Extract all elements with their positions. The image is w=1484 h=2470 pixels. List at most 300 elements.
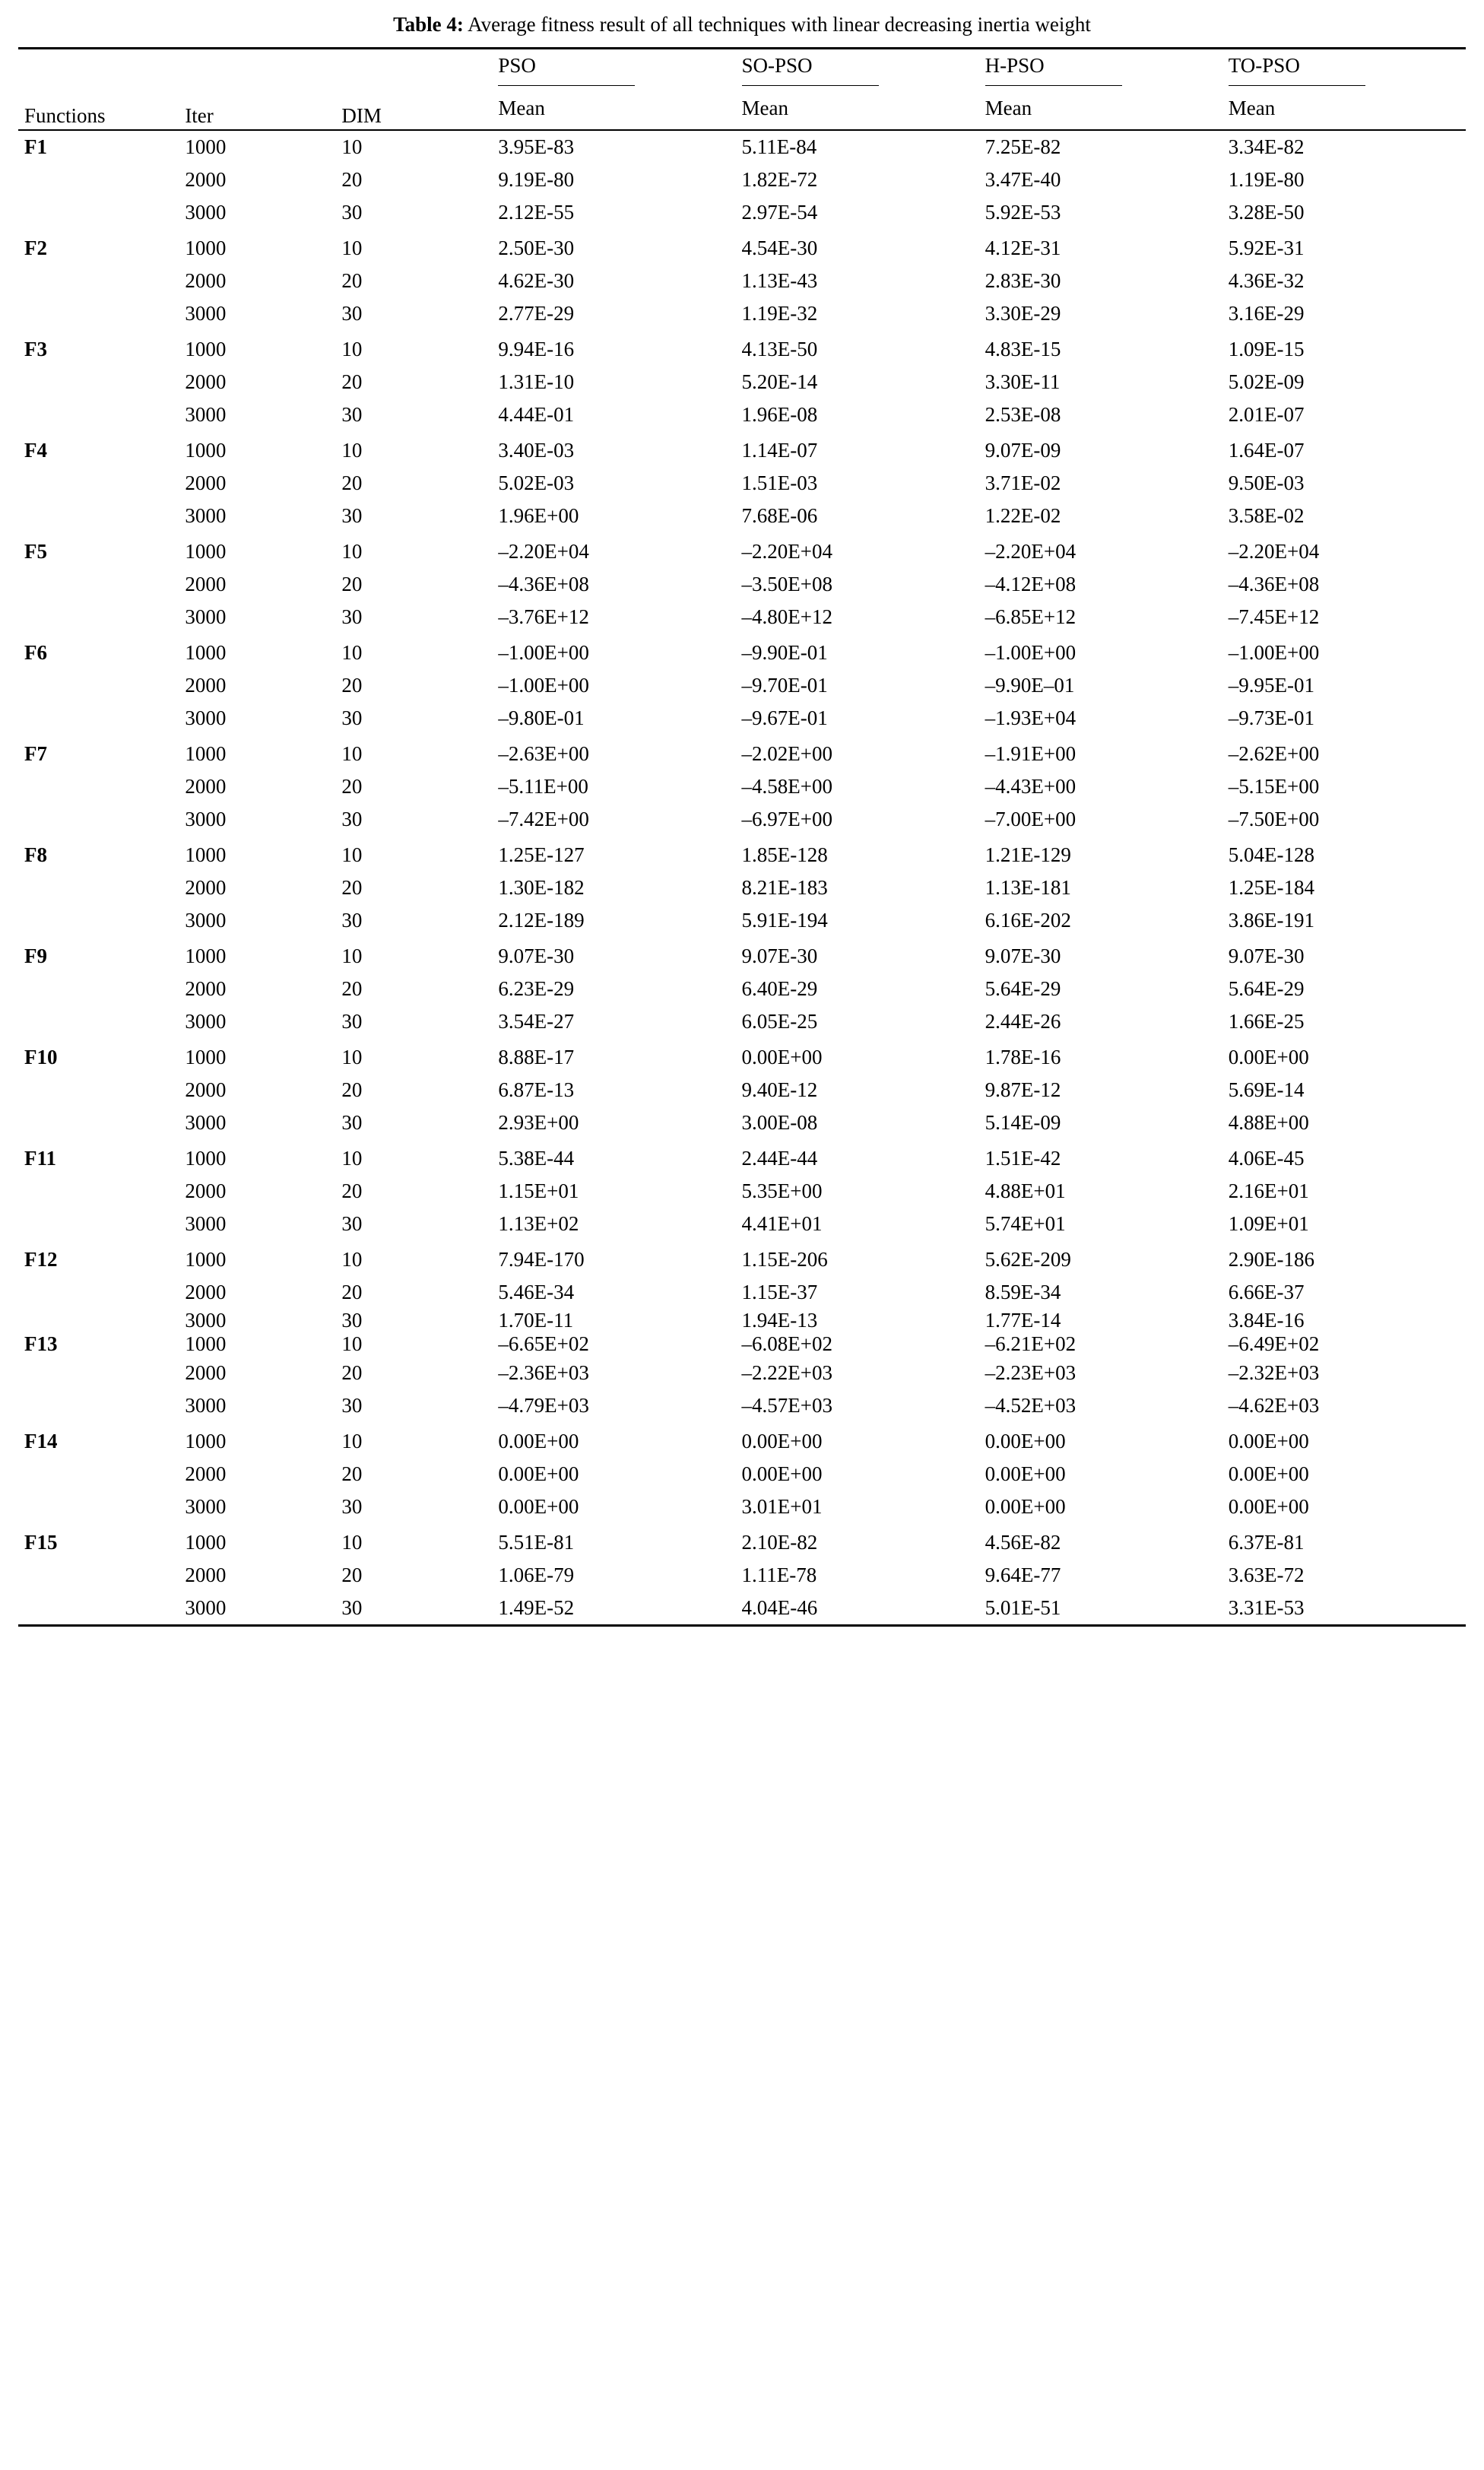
- table-row: [18, 164, 1466, 196]
- cell-h-pso-mean: 1.21E-129: [985, 843, 1071, 867]
- cell-h-pso-mean: 6.16E-202: [985, 909, 1071, 932]
- cell-iter: 1000: [185, 1429, 227, 1452]
- header-rule-so-pso: [742, 85, 879, 86]
- cell-iter: 2000: [185, 471, 227, 495]
- table-head: [18, 49, 1466, 131]
- cell-pso-mean: 2.12E-55: [498, 201, 575, 224]
- cell-h-pso-mean: –7.00E+00: [985, 808, 1077, 831]
- cell-function: [18, 568, 179, 601]
- cell-function: [18, 1491, 179, 1523]
- cell-so-pso-mean: 5.91E-194: [741, 909, 828, 932]
- cell-function: [18, 1005, 179, 1038]
- cell-iter: 1000: [185, 237, 227, 260]
- cell-pso-mean: 8.88E-17: [498, 1046, 575, 1069]
- header-rule-to-pso: [1229, 85, 1365, 86]
- header-mean-so-pso: Mean: [741, 97, 788, 120]
- cell-dim: 30: [341, 1111, 363, 1135]
- cell-h-pso-mean: –6.85E+12: [985, 605, 1077, 629]
- cell-to-pso-mean: 0.00E+00: [1228, 1462, 1309, 1485]
- table-row: [18, 1523, 1466, 1559]
- cell-dim: 10: [341, 1147, 363, 1170]
- cell-dim: 20: [341, 1462, 363, 1485]
- cell-dim: 30: [341, 1393, 363, 1417]
- cell-iter: 2000: [185, 674, 227, 697]
- cell-h-pso-mean: 4.12E-31: [985, 237, 1061, 260]
- cell-iter: 3000: [185, 1595, 227, 1619]
- cell-so-pso-mean: –6.97E+00: [741, 808, 832, 831]
- table-row: [18, 633, 1466, 669]
- header-algorithm-so-pso: [736, 49, 979, 90]
- cell-dim: 20: [341, 1281, 363, 1304]
- cell-iter: 1000: [185, 742, 227, 766]
- cell-dim: 30: [341, 1494, 363, 1518]
- cell-dim: 20: [341, 674, 363, 697]
- cell-function: [18, 601, 179, 633]
- cell-so-pso-mean: –4.57E+03: [741, 1393, 832, 1417]
- cell-function: F2: [24, 237, 47, 260]
- cell-to-pso-mean: 5.69E-14: [1228, 1078, 1305, 1102]
- cell-to-pso-mean: –9.73E-01: [1228, 706, 1315, 730]
- table-row: [18, 1458, 1466, 1491]
- cell-function: [18, 196, 179, 229]
- cell-h-pso-mean: 0.00E+00: [985, 1494, 1066, 1518]
- header-algorithm-h-pso-label: H-PSO: [985, 54, 1045, 78]
- cell-pso-mean: –7.42E+00: [498, 808, 589, 831]
- cell-so-pso-mean: 1.96E-08: [741, 403, 818, 427]
- cell-h-pso-mean: 3.71E-02: [985, 471, 1061, 495]
- cell-h-pso-mean: 9.07E-30: [985, 945, 1061, 968]
- table-row: [18, 1106, 1466, 1139]
- cell-iter: 2000: [185, 1179, 227, 1203]
- cell-to-pso-mean: 4.88E+00: [1228, 1111, 1309, 1135]
- cell-pso-mean: 1.31E-10: [498, 370, 575, 394]
- table-row: [18, 973, 1466, 1005]
- cell-iter: 1000: [185, 641, 227, 665]
- cell-pso-mean: –2.20E+04: [498, 540, 589, 564]
- cell-to-pso-mean: 3.63E-72: [1228, 1563, 1305, 1586]
- cell-so-pso-mean: 4.04E-46: [741, 1595, 818, 1619]
- cell-iter: 3000: [185, 403, 227, 427]
- cell-so-pso-mean: 1.15E-206: [741, 1248, 828, 1272]
- header-mean-to-pso: Mean: [1228, 97, 1276, 120]
- table-row: [18, 1389, 1466, 1422]
- cell-to-pso-mean: 5.92E-31: [1228, 237, 1305, 260]
- cell-function: [18, 871, 179, 904]
- cell-to-pso-mean: 3.16E-29: [1228, 302, 1305, 325]
- cell-so-pso-mean: –9.90E-01: [741, 641, 828, 665]
- cell-dim: 10: [341, 843, 363, 867]
- cell-to-pso-mean: 1.09E-15: [1228, 338, 1305, 361]
- header-functions: Functions: [24, 104, 106, 128]
- table-row: [18, 297, 1466, 330]
- cell-pso-mean: 2.50E-30: [498, 237, 575, 260]
- cell-pso-mean: –1.00E+00: [498, 641, 589, 665]
- cell-iter: 1000: [185, 1147, 227, 1170]
- cell-h-pso-mean: –6.21E+02: [985, 1332, 1077, 1356]
- table-row: [18, 500, 1466, 532]
- cell-h-pso-mean: –2.20E+04: [985, 540, 1077, 564]
- cell-pso-mean: 4.44E-01: [498, 403, 575, 427]
- header-algorithm-to-pso-label: TO-PSO: [1228, 54, 1300, 78]
- cell-to-pso-mean: 2.16E+01: [1228, 1179, 1309, 1203]
- table-row: [18, 130, 1466, 164]
- cell-h-pso-mean: –4.43E+00: [985, 775, 1077, 798]
- table-row: [18, 1276, 1466, 1309]
- cell-pso-mean: 6.23E-29: [498, 977, 575, 1001]
- cell-iter: 1000: [185, 945, 227, 968]
- cell-h-pso-mean: 1.22E-02: [985, 504, 1061, 528]
- cell-function: [18, 500, 179, 532]
- cell-function: [18, 164, 179, 196]
- cell-so-pso-mean: 0.00E+00: [741, 1046, 823, 1069]
- table-row: [18, 265, 1466, 297]
- cell-pso-mean: –3.76E+12: [498, 605, 589, 629]
- table-row: [18, 1559, 1466, 1592]
- table-row: [18, 871, 1466, 904]
- cell-to-pso-mean: 1.66E-25: [1228, 1010, 1305, 1033]
- cell-h-pso-mean: 0.00E+00: [985, 1429, 1066, 1452]
- cell-function: F1: [24, 135, 47, 159]
- cell-to-pso-mean: 1.64E-07: [1228, 439, 1305, 462]
- cell-dim: 30: [341, 201, 363, 224]
- cell-iter: 3000: [185, 201, 227, 224]
- table-row: [18, 366, 1466, 398]
- cell-to-pso-mean: –2.20E+04: [1228, 540, 1320, 564]
- cell-function: [18, 467, 179, 500]
- cell-to-pso-mean: 0.00E+00: [1228, 1429, 1309, 1452]
- cell-h-pso-mean: 1.77E-14: [985, 1309, 1061, 1332]
- cell-iter: 3000: [185, 1494, 227, 1518]
- cell-so-pso-mean: 0.00E+00: [741, 1429, 823, 1452]
- cell-h-pso-mean: 2.44E-26: [985, 1010, 1061, 1033]
- cell-iter: 2000: [185, 1360, 227, 1384]
- cell-function: F4: [24, 439, 47, 462]
- cell-dim: 10: [341, 1429, 363, 1452]
- cell-iter: 1000: [185, 338, 227, 361]
- cell-h-pso-mean: –9.90E–01: [985, 674, 1075, 697]
- cell-so-pso-mean: –2.20E+04: [741, 540, 832, 564]
- cell-so-pso-mean: 4.41E+01: [741, 1212, 823, 1236]
- table-row: [18, 1208, 1466, 1240]
- cell-h-pso-mean: 5.92E-53: [985, 201, 1061, 224]
- cell-pso-mean: –6.65E+02: [498, 1332, 589, 1356]
- cell-pso-mean: 7.94E-170: [498, 1248, 585, 1272]
- cell-pso-mean: 9.19E-80: [498, 168, 575, 192]
- cell-to-pso-mean: 9.50E-03: [1228, 471, 1305, 495]
- table-row: [18, 398, 1466, 431]
- cell-h-pso-mean: 7.25E-82: [985, 135, 1061, 159]
- table-row: [18, 1592, 1466, 1626]
- table-row: [18, 601, 1466, 633]
- table-row: [18, 1139, 1466, 1175]
- cell-iter: 1000: [185, 1046, 227, 1069]
- cell-h-pso-mean: 1.13E-181: [985, 876, 1071, 900]
- cell-function: F5: [24, 540, 47, 564]
- cell-dim: 10: [341, 1046, 363, 1069]
- cell-dim: 30: [341, 1309, 363, 1332]
- cell-function: [18, 1592, 179, 1626]
- header-mean-h-pso: Mean: [985, 97, 1032, 120]
- cell-so-pso-mean: 1.11E-78: [741, 1563, 817, 1586]
- cell-dim: 20: [341, 977, 363, 1001]
- cell-function: [18, 803, 179, 836]
- cell-pso-mean: –5.11E+00: [498, 775, 588, 798]
- cell-function: [18, 297, 179, 330]
- header-algorithm-pso: [492, 49, 735, 90]
- header-iter: Iter: [185, 104, 214, 128]
- cell-function: [18, 1357, 179, 1389]
- cell-to-pso-mean: 1.09E+01: [1228, 1212, 1309, 1236]
- cell-function: [18, 1276, 179, 1309]
- cell-to-pso-mean: 3.34E-82: [1228, 135, 1305, 159]
- cell-dim: 20: [341, 876, 363, 900]
- cell-so-pso-mean: 6.40E-29: [741, 977, 818, 1001]
- cell-h-pso-mean: 9.64E-77: [985, 1563, 1061, 1586]
- cell-function: [18, 1389, 179, 1422]
- cell-iter: 2000: [185, 168, 227, 192]
- cell-to-pso-mean: –4.36E+08: [1228, 573, 1320, 596]
- cell-dim: 30: [341, 605, 363, 629]
- table-row: [18, 1422, 1466, 1458]
- cell-h-pso-mean: 0.00E+00: [985, 1462, 1066, 1485]
- cell-to-pso-mean: 5.04E-128: [1228, 843, 1315, 867]
- cell-iter: 3000: [185, 1309, 227, 1332]
- cell-h-pso-mean: –2.23E+03: [985, 1360, 1077, 1384]
- table-caption: [18, 11, 1466, 38]
- cell-to-pso-mean: 3.86E-191: [1228, 909, 1315, 932]
- cell-so-pso-mean: –9.67E-01: [741, 706, 828, 730]
- cell-iter: 1000: [185, 135, 227, 159]
- cell-iter: 3000: [185, 1111, 227, 1135]
- cell-function: [18, 265, 179, 297]
- cell-function: F12: [24, 1248, 58, 1272]
- caption-label: Table 4:: [393, 13, 464, 36]
- cell-so-pso-mean: –2.02E+00: [741, 742, 832, 766]
- cell-so-pso-mean: 3.01E+01: [741, 1494, 823, 1518]
- cell-iter: 3000: [185, 909, 227, 932]
- table-row: [18, 431, 1466, 467]
- cell-dim: 20: [341, 269, 363, 293]
- cell-so-pso-mean: 5.35E+00: [741, 1179, 823, 1203]
- cell-function: F13: [24, 1332, 58, 1356]
- cell-so-pso-mean: 1.85E-128: [741, 843, 828, 867]
- caption-text: Average fitness result of all techniques with linear decreasing inertia weight: [468, 13, 1091, 36]
- cell-h-pso-mean: 3.30E-11: [985, 370, 1061, 394]
- cell-dim: 30: [341, 706, 363, 730]
- cell-pso-mean: 2.93E+00: [498, 1111, 579, 1135]
- cell-so-pso-mean: 1.14E-07: [741, 439, 818, 462]
- table-body: [18, 130, 1466, 1625]
- cell-so-pso-mean: 4.54E-30: [741, 237, 818, 260]
- table-row: [18, 532, 1466, 568]
- cell-so-pso-mean: 1.51E-03: [741, 471, 818, 495]
- cell-pso-mean: 1.06E-79: [498, 1563, 575, 1586]
- cell-to-pso-mean: 4.06E-45: [1228, 1147, 1305, 1170]
- cell-h-pso-mean: –1.00E+00: [985, 641, 1077, 665]
- cell-h-pso-mean: 9.07E-09: [985, 439, 1061, 462]
- cell-h-pso-mean: 5.14E-09: [985, 1111, 1061, 1135]
- table-row: [18, 1357, 1466, 1389]
- cell-function: [18, 702, 179, 735]
- header-dim: DIM: [341, 104, 382, 128]
- cell-to-pso-mean: 0.00E+00: [1228, 1046, 1309, 1069]
- cell-pso-mean: 1.70E-11: [498, 1309, 574, 1332]
- cell-dim: 20: [341, 1360, 363, 1384]
- cell-dim: 20: [341, 775, 363, 798]
- cell-function: F8: [24, 843, 47, 867]
- header-rule-pso: [498, 85, 635, 86]
- cell-to-pso-mean: –9.95E-01: [1228, 674, 1315, 697]
- cell-to-pso-mean: 4.36E-32: [1228, 269, 1305, 293]
- cell-so-pso-mean: 2.97E-54: [741, 201, 818, 224]
- cell-so-pso-mean: 7.68E-06: [741, 504, 818, 528]
- cell-to-pso-mean: 1.25E-184: [1228, 876, 1315, 900]
- cell-dim: 30: [341, 302, 363, 325]
- header-algorithm-to-pso: [1222, 49, 1466, 90]
- cell-to-pso-mean: –7.50E+00: [1228, 808, 1320, 831]
- cell-function: [18, 904, 179, 937]
- table-row: [18, 196, 1466, 229]
- cell-so-pso-mean: 3.00E-08: [741, 1111, 818, 1135]
- cell-iter: 3000: [185, 1010, 227, 1033]
- cell-so-pso-mean: 0.00E+00: [741, 1462, 823, 1485]
- cell-so-pso-mean: 5.20E-14: [741, 370, 818, 394]
- cell-pso-mean: 1.13E+02: [498, 1212, 579, 1236]
- cell-so-pso-mean: 8.21E-183: [741, 876, 828, 900]
- cell-iter: 1000: [185, 1248, 227, 1272]
- cell-pso-mean: 9.94E-16: [498, 338, 575, 361]
- cell-h-pso-mean: 9.87E-12: [985, 1078, 1061, 1102]
- table-row: [18, 836, 1466, 871]
- cell-dim: 10: [341, 1530, 363, 1554]
- cell-dim: 10: [341, 439, 363, 462]
- cell-iter: 2000: [185, 977, 227, 1001]
- cell-so-pso-mean: 1.82E-72: [741, 168, 818, 192]
- cell-to-pso-mean: 3.84E-16: [1228, 1309, 1305, 1332]
- table-row: [18, 803, 1466, 836]
- cell-function: [18, 770, 179, 803]
- cell-h-pso-mean: 2.83E-30: [985, 269, 1061, 293]
- header-rule-h-pso: [985, 85, 1122, 86]
- cell-dim: 30: [341, 403, 363, 427]
- cell-iter: 2000: [185, 876, 227, 900]
- cell-pso-mean: 3.95E-83: [498, 135, 575, 159]
- cell-to-pso-mean: –2.62E+00: [1228, 742, 1320, 766]
- cell-h-pso-mean: 5.62E-209: [985, 1248, 1071, 1272]
- cell-to-pso-mean: –2.32E+03: [1228, 1360, 1320, 1384]
- cell-function: [18, 1106, 179, 1139]
- cell-so-pso-mean: –2.22E+03: [741, 1360, 832, 1384]
- cell-pso-mean: 1.25E-127: [498, 843, 585, 867]
- cell-h-pso-mean: 5.01E-51: [985, 1595, 1061, 1619]
- cell-function: [18, 973, 179, 1005]
- cell-dim: 10: [341, 1248, 363, 1272]
- cell-iter: 3000: [185, 605, 227, 629]
- cell-dim: 20: [341, 1179, 363, 1203]
- cell-h-pso-mean: 1.51E-42: [985, 1147, 1061, 1170]
- cell-function: [18, 1175, 179, 1208]
- cell-to-pso-mean: 5.64E-29: [1228, 977, 1305, 1001]
- cell-iter: 3000: [185, 302, 227, 325]
- cell-iter: 3000: [185, 706, 227, 730]
- cell-dim: 30: [341, 1595, 363, 1619]
- cell-to-pso-mean: 6.37E-81: [1228, 1530, 1305, 1554]
- cell-h-pso-mean: –1.91E+00: [985, 742, 1077, 766]
- cell-dim: 10: [341, 945, 363, 968]
- cell-dim: 10: [341, 135, 363, 159]
- cell-pso-mean: –2.36E+03: [498, 1360, 589, 1384]
- cell-so-pso-mean: 9.07E-30: [741, 945, 818, 968]
- cell-to-pso-mean: 3.31E-53: [1228, 1595, 1305, 1619]
- table-row: [18, 702, 1466, 735]
- cell-dim: 30: [341, 1010, 363, 1033]
- cell-pso-mean: –4.79E+03: [498, 1393, 589, 1417]
- cell-pso-mean: 9.07E-30: [498, 945, 575, 968]
- cell-to-pso-mean: 2.01E-07: [1228, 403, 1305, 427]
- cell-to-pso-mean: –5.15E+00: [1228, 775, 1320, 798]
- cell-so-pso-mean: 1.94E-13: [741, 1309, 818, 1332]
- cell-h-pso-mean: 2.53E-08: [985, 403, 1061, 427]
- cell-pso-mean: 5.51E-81: [498, 1530, 575, 1554]
- cell-so-pso-mean: –6.08E+02: [741, 1332, 832, 1356]
- cell-h-pso-mean: 3.30E-29: [985, 302, 1061, 325]
- cell-so-pso-mean: 9.40E-12: [741, 1078, 818, 1102]
- cell-iter: 2000: [185, 1078, 227, 1102]
- cell-so-pso-mean: 6.05E-25: [741, 1010, 818, 1033]
- cell-iter: 1000: [185, 439, 227, 462]
- cell-so-pso-mean: –4.80E+12: [741, 605, 832, 629]
- cell-to-pso-mean: 3.28E-50: [1228, 201, 1305, 224]
- table-row: [18, 1038, 1466, 1074]
- cell-so-pso-mean: 2.44E-44: [741, 1147, 818, 1170]
- cell-so-pso-mean: 4.13E-50: [741, 338, 818, 361]
- cell-function: F11: [24, 1147, 57, 1170]
- cell-dim: 30: [341, 909, 363, 932]
- cell-dim: 20: [341, 1563, 363, 1586]
- cell-iter: 2000: [185, 573, 227, 596]
- cell-pso-mean: 6.87E-13: [498, 1078, 575, 1102]
- cell-dim: 30: [341, 504, 363, 528]
- table-row: [18, 1332, 1466, 1356]
- cell-to-pso-mean: 2.90E-186: [1228, 1248, 1315, 1272]
- cell-to-pso-mean: 6.66E-37: [1228, 1281, 1305, 1304]
- table-row: [18, 1175, 1466, 1208]
- cell-dim: 20: [341, 370, 363, 394]
- header-row-algorithms: [18, 49, 1466, 90]
- cell-so-pso-mean: 2.10E-82: [741, 1530, 818, 1554]
- cell-h-pso-mean: 5.74E+01: [985, 1212, 1066, 1236]
- cell-iter: 3000: [185, 1393, 227, 1417]
- cell-pso-mean: 5.38E-44: [498, 1147, 575, 1170]
- table-row: [18, 1240, 1466, 1276]
- cell-pso-mean: –9.80E-01: [498, 706, 585, 730]
- cell-dim: 10: [341, 641, 363, 665]
- cell-pso-mean: 5.46E-34: [498, 1281, 575, 1304]
- cell-pso-mean: –1.00E+00: [498, 674, 589, 697]
- cell-function: F6: [24, 641, 47, 665]
- cell-iter: 2000: [185, 370, 227, 394]
- cell-iter: 1000: [185, 1530, 227, 1554]
- cell-so-pso-mean: –4.58E+00: [741, 775, 832, 798]
- cell-h-pso-mean: –1.93E+04: [985, 706, 1077, 730]
- table-row: [18, 937, 1466, 973]
- table-row: [18, 1309, 1466, 1332]
- cell-to-pso-mean: 5.02E-09: [1228, 370, 1305, 394]
- cell-pso-mean: 4.62E-30: [498, 269, 575, 293]
- cell-pso-mean: 1.49E-52: [498, 1595, 575, 1619]
- cell-pso-mean: 1.15E+01: [498, 1179, 579, 1203]
- cell-dim: 30: [341, 1212, 363, 1236]
